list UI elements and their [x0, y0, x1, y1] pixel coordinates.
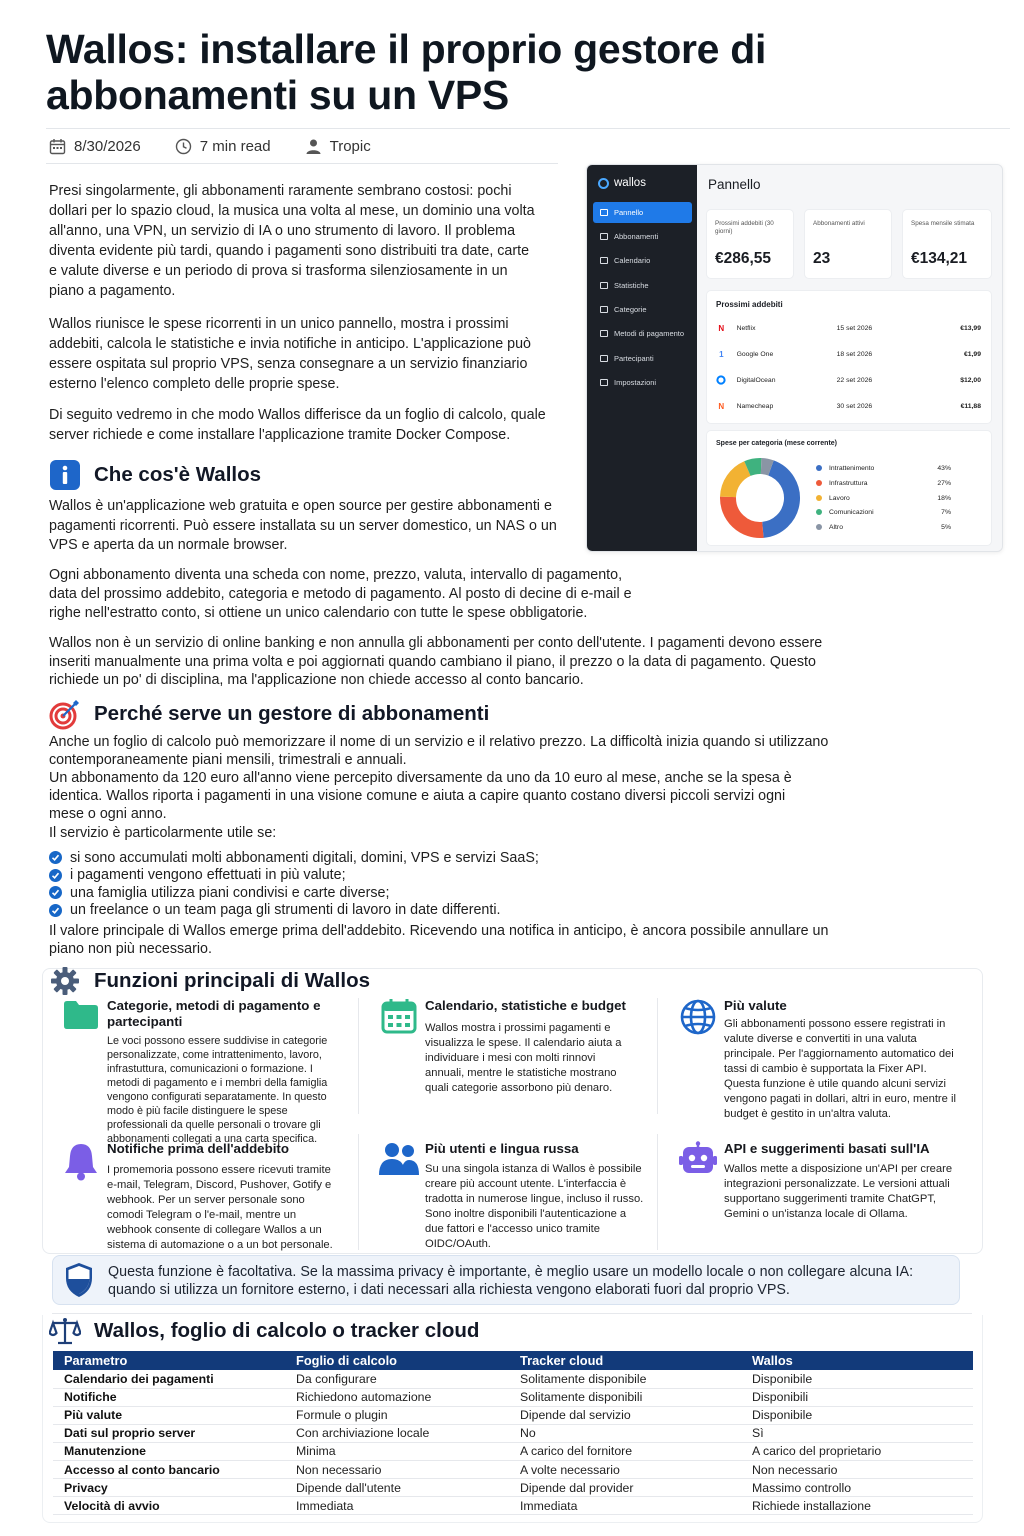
check-circle-icon: [49, 904, 62, 917]
table-cell: Da configurare: [285, 1370, 509, 1388]
why-paragraph-3: Il servizio è particolarmente utile se:: [49, 825, 277, 841]
list-item: si sono accumulati molti abbonamenti digitali, domini, VPS e servizi SaaS;: [49, 849, 539, 867]
table-cell: Solitamente disponibile: [509, 1370, 741, 1388]
table-cell: Minima: [285, 1442, 509, 1460]
list-item: un freelance o un team paga gli strumenti di lavoro in date differenti.: [49, 902, 539, 920]
tag-icon: [600, 306, 608, 313]
table-row-key: Accesso al conto bancario: [53, 1460, 285, 1478]
section-heading-comparison: Wallos, foglio di calcolo o tracker cloud: [48, 1314, 479, 1348]
feature-divider: [358, 1134, 359, 1250]
table-cell: Sì: [741, 1424, 973, 1442]
table-row-key: Manutenzione: [53, 1442, 285, 1460]
dash-nav-partecipanti[interactable]: Partecipanti: [593, 348, 692, 369]
why-paragraph-4: Il valore principale di Wallos emerge prima dell'addebito. Ricevendo una notifica in anticipo, è ancora possibile annullare un piano non più necessario.: [49, 923, 829, 957]
upcoming-charges-card: Prossimi addebiti N Netflix 15 set 2026 €13,99 1 Google One 18 set 2026 €1,99 DigitalOcean 22 set 2026 $12,00 N Namecheap 30 set 2026 €11,88: [707, 291, 991, 423]
legend-swatch: [816, 465, 822, 471]
table-row: [53, 1370, 973, 1388]
table-row: [53, 1406, 973, 1424]
info-icon: [48, 458, 82, 492]
table-cell: Immediata: [285, 1497, 509, 1515]
stat-card-upcoming: Prossimi addebiti (30 giorni) €286,55: [707, 210, 793, 278]
credit-card-icon: [600, 330, 608, 337]
calendar-icon: [600, 257, 608, 264]
page-title: Wallos: installare il proprio gestore di abbonamenti su un VPS: [46, 26, 767, 118]
table-cell: Formule o plugin: [285, 1406, 509, 1424]
why-paragraph-1: Anche un foglio di calcolo può memorizzare il nome di un servizio e il relativo prezzo. La difficoltà inizia quando si utilizzano contemporaneamente piani mensili, trimestrali e annuali.: [49, 734, 829, 768]
legend-swatch: [816, 480, 822, 486]
digitalocean-logo-icon: [716, 375, 727, 386]
table-cell: Richiede installazione: [741, 1497, 973, 1515]
wallos-logo: wallos: [598, 177, 646, 189]
privacy-callout: Questa funzione è facoltativa. Se la massima privacy è importante, è meglio usare un modello locale o non collegare alcuna IA: quando si utilizza un fornitore esterno, i dati necessari alla richiesta vengono elaborati fuori dal proprio VPS.: [52, 1255, 960, 1305]
meta-divider: [46, 163, 558, 164]
wallos-dashboard-screenshot: [586, 164, 1003, 552]
wallos-logo-icon: [598, 178, 609, 189]
namecheap-logo-icon: N: [718, 401, 725, 411]
dashboard-icon: [600, 209, 608, 216]
table-row: [53, 1442, 973, 1460]
feature-multi-user: Più utenti e lingua russa Su una singola istanza di Wallos è possibile creare più account utente. L'interfaccia è tradotta in numerose lingue, incluso il russo. Sono inoltre disponibili l'autenticazione a due fattori e l'accesso unico tramite OIDC/OAuth.: [377, 1141, 649, 1253]
column-header: Foglio di calcolo: [285, 1351, 509, 1370]
legend-item: Comunicazioni 7%: [816, 506, 951, 518]
globe-icon: [676, 998, 720, 1042]
calendar-icon: [377, 998, 421, 1042]
scale-icon: [48, 1314, 82, 1348]
check-circle-icon: [49, 869, 62, 882]
upcoming-row[interactable]: 1 Google One 18 set 2026 €1,99: [716, 347, 981, 361]
table-row: [53, 1424, 973, 1442]
dashboard-title: Pannello: [708, 177, 761, 192]
dash-nav-metodi[interactable]: Metodi di pagamento: [593, 323, 692, 344]
dash-nav-categorie[interactable]: Categorie: [593, 299, 692, 320]
column-header: Wallos: [741, 1351, 973, 1370]
clock-icon: [175, 138, 192, 155]
table-cell: Disponibili: [741, 1388, 973, 1406]
user-icon: [305, 138, 322, 155]
donut-slice-lavoro: [728, 469, 747, 497]
table-cell: Immediata: [509, 1497, 741, 1515]
intro-paragraph-3: Di seguito vedremo in che modo Wallos differisce da un foglio di calcolo, quale server richiede e come installare l'applicazione tramite Docker Compose.: [49, 407, 546, 443]
check-circle-icon: [49, 851, 62, 864]
table-cell: Richiedono automazione: [285, 1388, 509, 1406]
table-cell: A volte necessario: [509, 1460, 741, 1478]
what-paragraph-2: Ogni abbonamento diventa una scheda con nome, prezzo, valuta, intervallo di pagamento, data del prossimo addebito, categoria e metodo di pagamento. Al posto di decine di e-mail e righe nell'estratto conto, si ottiene un unico calendario con tutte le spese obbligatorie.: [49, 567, 632, 621]
donut-slice-altro: [761, 466, 771, 468]
table-row: [53, 1479, 973, 1497]
dash-nav-impostazioni[interactable]: Impostazioni: [593, 372, 692, 393]
table-row-key: Privacy: [53, 1479, 285, 1497]
feature-api-ai: API e suggerimenti basati sull'IA Wallos mette a disposizione un'API per creare integrazioni personalizzate. Le versioni attuali supportano suggerimenti tramite ChatGPT, Gemini o un'istanza locale di Ollama.: [676, 1141, 972, 1231]
section-heading-why: Perché serve un gestore di abbonamenti: [48, 697, 489, 731]
bell-icon: [59, 1141, 103, 1185]
table-row-key: Velocità di avvio: [53, 1497, 285, 1515]
upcoming-row[interactable]: DigitalOcean 22 set 2026 $12,00: [716, 373, 981, 387]
user-icon: [600, 355, 608, 362]
table-cell: Dipende dal provider: [509, 1479, 741, 1497]
category-donut-chart: [715, 453, 805, 543]
google-one-logo-icon: 1: [719, 349, 724, 359]
table-cell: Disponibile: [741, 1406, 973, 1424]
title-divider: [46, 128, 1010, 129]
target-icon: [48, 697, 82, 731]
legend-item: Lavoro 18%: [816, 492, 951, 504]
table-row-key: Notifiche: [53, 1388, 285, 1406]
table-cell: Non necessario: [285, 1460, 509, 1478]
category-spending-card: Spese per categoria (mese corrente) Intrattenimento 43% Infrastruttura 27% Lavoro 18% Comunicazioni 7% Altro 5%: [707, 431, 991, 545]
legend-item: Intrattenimento 43%: [816, 462, 951, 474]
dashboard-main: [697, 165, 1002, 551]
intro-paragraph-1: Presi singolarmente, gli abbonamenti raramente sembrano costosi: pochi dollari per lo spazio cloud, la musica una volta al mese, un dominio una volta all'anno, una VPN, un servizio di IA o uno strumento di lavoro. Il problema diventa evidente più tardi, quando i pagamenti sono distribuiti tra date, carte e valute diverse e un periodo di prova si trasforma silenziosamente in un piano a pagamento.: [49, 183, 535, 299]
table-cell: A carico del proprietario: [741, 1442, 973, 1460]
folder-icon: [59, 998, 103, 1042]
dash-nav-abbonamenti[interactable]: Abbonamenti: [593, 226, 692, 247]
table-header-row: [53, 1351, 973, 1370]
feature-categories: Categorie, metodi di pagamento e partecipanti Le voci possono essere suddivise in categorie personalizzate, come intrattenimento, lavoro, infrastuttura, comunicazioni o formazione. I metodi di pagamento e i membri della famiglia vengono configurati separatamente. In questo modo è più facile distinguere le spese professionali da quelle personali o trovare gli abbonamenti collegati a una carta specifica.: [59, 998, 349, 1136]
upcoming-row[interactable]: N Namecheap 30 set 2026 €11,88: [716, 399, 981, 413]
list-item: i pagamenti vengono effettuati in più valute;: [49, 867, 539, 885]
dashboard-sidebar: [587, 165, 697, 551]
robot-icon: [676, 1141, 720, 1185]
gear-icon: [48, 964, 82, 998]
list-item: una famiglia utilizza piani condivisi e carte diverse;: [49, 884, 539, 902]
table-row-key: Dati sul proprio server: [53, 1424, 285, 1442]
comparison-table: [53, 1351, 973, 1515]
legend-swatch: [816, 524, 822, 530]
donut-slice-comunicazioni: [747, 466, 761, 469]
list-icon: [600, 233, 608, 240]
intro-paragraph-2: Wallos riunisce le spese ricorrenti in un unico pannello, mostra i prossimi addebiti, calcola le statistiche e invia notifiche in anticipo. L'applicazione può essere ospitata sul proprio VPS, senza consegnare a un servizio finanziario esterno l'elenco completo delle proprie spese.: [49, 316, 531, 392]
stat-card-monthly: Spesa mensile stimata €134,21: [903, 210, 991, 278]
legend-item: Altro 5%: [816, 521, 951, 533]
feature-divider: [358, 998, 359, 1114]
table-cell: A carico del fornitore: [509, 1442, 741, 1460]
check-circle-icon: [49, 886, 62, 899]
what-paragraph-1: Wallos è un'applicazione web gratuita e open source per gestire abbonamenti e pagamenti ricorrenti. Può essere installata su un server domestico, un NAS o un VPS e aperta da un normale browser.: [49, 498, 557, 553]
netflix-logo-icon: N: [718, 323, 725, 333]
table-row-key: Più valute: [53, 1406, 285, 1424]
meta-date: 8/30/2026: [49, 138, 141, 155]
users-icon: [377, 1141, 421, 1185]
shield-icon: [64, 1262, 94, 1298]
table-cell: Massimo controllo: [741, 1479, 973, 1497]
dash-nav-statistiche[interactable]: Statistiche: [593, 275, 692, 296]
legend-swatch: [816, 495, 822, 501]
section-heading-what: Che cos'è Wallos: [48, 458, 261, 492]
table-cell: Disponibile: [741, 1370, 973, 1388]
dash-nav-pannello[interactable]: Pannello: [593, 202, 692, 223]
feature-calendar: Calendario, statistiche e budget Wallos mostra i prossimi pagamenti e visualizza le spese. Il calendario aiuta a individuare i mesi con molti rinnovi annuali, mentre le statistiche mostrano quali categorie assorbono più denaro.: [377, 998, 649, 1118]
feature-notifications: Notifiche prima dell'addebito I promemoria possono essere ricevuti tramite e-mail, Telegram, Discord, Pushover, Gotify e webhook. Per un server personale sono comodi Telegram o l'e-mail, mentre un webhook consente di collegare Wallos a un sistema di automazione o a un bot personale.: [59, 1141, 349, 1253]
table-row: [53, 1388, 973, 1406]
table-row: [53, 1460, 973, 1478]
feature-divider: [657, 998, 658, 1114]
gear-icon: [600, 379, 608, 386]
column-header: Tracker cloud: [509, 1351, 741, 1370]
table-row: [53, 1497, 973, 1515]
upcoming-row[interactable]: N Netflix 15 set 2026 €13,99: [716, 321, 981, 335]
table-cell: No: [509, 1424, 741, 1442]
use-case-list: [49, 849, 539, 919]
stat-card-active: Abbonamenti attivi 23: [805, 210, 891, 278]
table-cell: Solitamente disponibili: [509, 1388, 741, 1406]
legend-swatch: [816, 509, 822, 515]
why-paragraph-2: Un abbonamento da 120 euro all'anno viene percepito diversamente da uno da 10 euro al mese, anche se la spesa è identica. Wallos riporta i pagamenti in una visione comune e aiuta a capire quanto costano diversi piccoli servizi ogni mese o ogni anno.: [49, 770, 792, 822]
table-row-key: Calendario dei pagamenti: [53, 1370, 285, 1388]
what-paragraph-3: Wallos non è un servizio di online banking e non annulla gli abbonamenti per conto dell'utente. I pagamenti devono essere inseriti manualmente una prima volta e poi aggiornati quando cambiano il piano, il prezzo o la data di pagamento. Questo richiede un po' di disciplina, ma l'applicazione non chiede accesso al conto bancario.: [49, 635, 823, 688]
table-cell: Dipende dall'utente: [285, 1479, 509, 1497]
bar-chart-icon: [600, 282, 608, 289]
column-header: Parametro: [53, 1351, 285, 1370]
donut-slice-infrastruttura: [728, 497, 763, 530]
legend-item: Infrastruttura 27%: [816, 477, 951, 489]
calendar-icon: [49, 138, 66, 155]
table-cell: Dipende dal servizio: [509, 1406, 741, 1424]
dash-nav-calendario[interactable]: Calendario: [593, 250, 692, 271]
section-heading-features: Funzioni principali di Wallos: [48, 964, 370, 998]
article-meta: [49, 136, 405, 156]
feature-divider: [657, 1134, 658, 1250]
donut-slice-intrattenimento: [763, 468, 792, 530]
feature-currencies: Più valute Gli abbonamenti possono essere registrati in valute diverse e convertiti in una valuta principale. Per l'aggiornamento automatico dei tassi di cambio è supportata la Fixer API. Questa funzione è utile quando alcuni servizi vengono pagati in dollari, altri in euro, mentre il budget è gestito in un'altra valuta.: [676, 998, 966, 1122]
table-cell: Con archiviazione locale: [285, 1424, 509, 1442]
meta-author: Tropic: [305, 138, 371, 155]
table-cell: Non necessario: [741, 1460, 973, 1478]
meta-read-time: 7 min read: [175, 138, 271, 155]
